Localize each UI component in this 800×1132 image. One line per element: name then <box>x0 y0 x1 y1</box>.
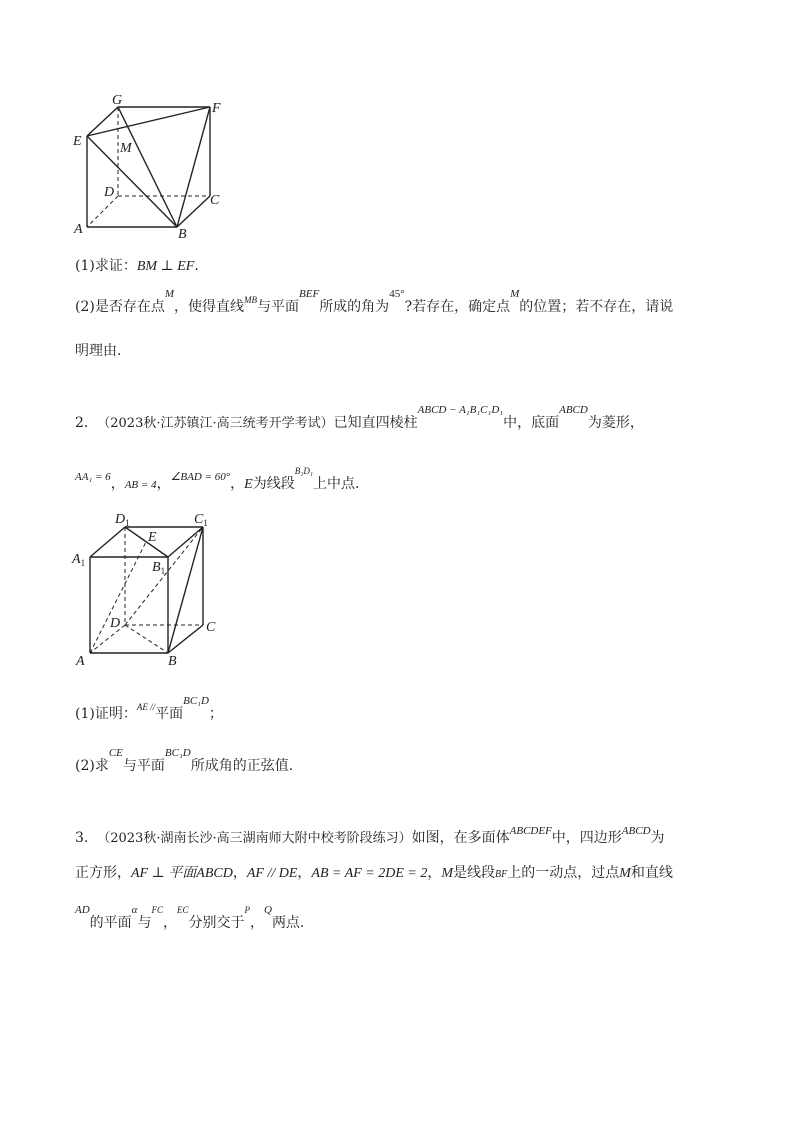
problem3-statement: 3. （2023秋·湖南长沙·高三湖南师大附中校考阶段练习）如图，在多面体$^{ABCDEF}$中，四边形$^{ABCD}$为 <box>75 825 665 846</box>
problem3-conditions-cont: $^{AD}$的平面$^\alpha$与$^{FC}$，$^{EC}$分别交于$^P$，$^Q$两点. <box>75 904 305 931</box>
label-B: B <box>168 654 177 669</box>
label-B: B <box>178 227 187 242</box>
label-C: C <box>210 193 220 208</box>
problem1-q2-cont: 明理由. <box>75 343 122 359</box>
label-A: A <box>76 654 85 669</box>
label-G: G <box>112 93 123 108</box>
problem1-q2: (2)是否存在点$^M$，使得直线$^{MB}$与平面$^{BEF}$所成的角为$^{45^\circ}$?若存在，确定点$^M$的位置；若不存在，请说 <box>75 288 674 315</box>
label-F: F <box>212 101 221 116</box>
label-M: M <box>120 141 132 156</box>
label-E: E <box>148 530 157 545</box>
figure-2-prism <box>70 505 240 670</box>
label-D1: $D_1$ <box>115 512 130 528</box>
problem2-statement: 2. （2023秋·江苏镇江·高三统考开学考试）已知直四棱柱$^{ABCD - A_1B_1C_1D_1}$中，底面$^{ABCD}$为菱形， <box>75 404 644 431</box>
figure-1-cube <box>70 90 230 240</box>
label-D: D <box>104 185 115 200</box>
problem2-q1: (1)证明：$^{AE //}$平面$^{BC_1D}$； <box>75 695 223 722</box>
label-B1: $B_1$ <box>152 560 166 576</box>
problem2-conditions: $^{AA_1 = 6}$，AB = 4，$^{\angle BAD = 60^\circ}$，E为线段$^{B_1D_1}$上中点. <box>75 466 360 492</box>
problem2-q2: (2)求$^{CE}$与平面$^{BC_1D}$所成角的正弦值. <box>75 747 294 774</box>
label-A1: $A_1$ <box>72 552 86 568</box>
problem1-q1: (1)求证：BM ⊥ EF. <box>75 258 199 274</box>
problem3-conditions: 正方形，AF ⊥ 平面ABCD，AF // DE，AB = AF = 2DE = 2，M是线段BF上的一动点，过点M和直线 <box>75 865 673 881</box>
label-A: A <box>74 222 83 237</box>
label-D: D <box>110 616 121 631</box>
label-C: C <box>206 620 216 635</box>
label-C1: $C_1$ <box>194 512 208 528</box>
label-E: E <box>73 134 82 149</box>
